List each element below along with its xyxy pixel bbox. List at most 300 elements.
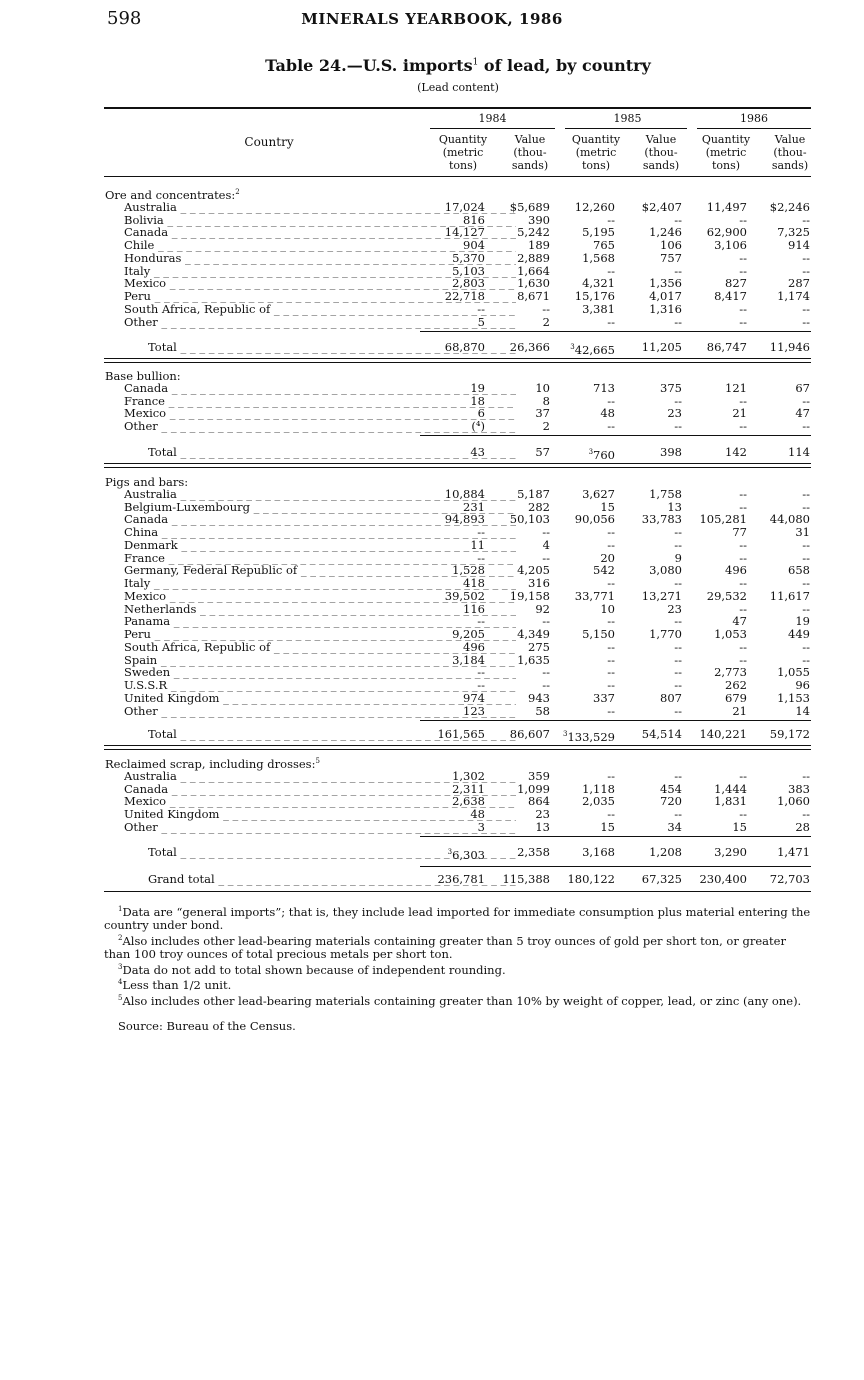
cell-value: 10	[600, 601, 615, 616]
quantity-header-1986	[691, 133, 761, 172]
cell-value: 121	[725, 380, 747, 395]
value-cell	[480, 873, 550, 886]
value-cell	[612, 654, 682, 667]
cell-value: --	[739, 550, 747, 565]
value-cell	[677, 539, 747, 552]
value-cell	[677, 290, 747, 303]
cell-value: --	[607, 807, 615, 821]
cell-value: --	[802, 393, 810, 408]
cell-value: --	[477, 301, 485, 316]
total-row	[104, 445, 814, 462]
cell-value: 68,870	[444, 340, 485, 354]
cell-value: 5,370	[452, 250, 485, 265]
cell-value: 33,783	[641, 512, 682, 527]
row-label: Mexico _ _ _	[124, 277, 516, 290]
value-cell	[415, 316, 485, 329]
value-cell	[612, 341, 682, 354]
value-cell	[677, 488, 747, 501]
value-cell	[740, 488, 810, 501]
table-row	[104, 290, 814, 303]
cell-value: 1,099	[517, 781, 550, 796]
value-cell	[545, 641, 615, 654]
value-cell	[477, 819, 550, 834]
table-row	[104, 705, 814, 718]
cell-value: --	[802, 601, 810, 616]
cell-value: --	[802, 652, 810, 667]
row-label: Honduras _ _ _	[124, 252, 516, 265]
cell-value: 4,017	[649, 289, 682, 303]
cell-value: 90,056	[574, 512, 615, 527]
value-header-1985	[631, 133, 691, 172]
year-1985: 1985	[613, 112, 642, 125]
table-row	[104, 539, 814, 552]
table-row	[104, 654, 814, 667]
cell-value: --	[674, 807, 682, 821]
value-header-line: sands)	[511, 159, 549, 172]
value-cell	[545, 846, 615, 859]
footnote-ref: 5	[315, 757, 320, 766]
cell-value: 86,607	[509, 727, 550, 741]
cell-value: 33,771	[574, 588, 615, 603]
cell-value: --	[802, 301, 810, 316]
total-row	[104, 845, 814, 862]
cell-value: 5,242	[517, 225, 550, 240]
cell-value: 23	[535, 807, 550, 821]
cell-value: 542	[593, 563, 615, 578]
cell-value: --	[674, 652, 682, 667]
value-cell	[545, 628, 615, 641]
value-cell	[545, 821, 615, 834]
cell-value: --	[739, 652, 747, 667]
cell-value: 359	[528, 768, 550, 783]
section-label-text: Ore and concentrates:	[105, 188, 236, 202]
value-cell	[545, 201, 615, 214]
footnote-text: Data do not add to total shown because of independent rounding.	[122, 962, 506, 977]
cell-value: $2,407	[641, 199, 682, 214]
header-bottom-rule	[104, 176, 811, 177]
value-cell	[740, 446, 810, 459]
value-cell	[480, 728, 550, 741]
cell-value: 316	[528, 576, 550, 590]
cell-value: 50,103	[509, 512, 550, 527]
running-head: MINERALS YEARBOOK, 1986	[301, 10, 563, 28]
value-cell	[480, 539, 550, 552]
table-title	[0, 56, 864, 75]
value-cell	[545, 603, 615, 616]
cell-value: 398	[660, 445, 682, 459]
value-cell	[545, 513, 615, 526]
total-row	[104, 340, 814, 357]
cell-value: 10	[535, 380, 550, 395]
cell-value: --	[607, 652, 615, 667]
subtotal-rule	[420, 331, 811, 332]
cell-value: 67	[795, 380, 810, 395]
year-1984: 1984	[478, 112, 507, 125]
cell-value: --	[607, 263, 615, 278]
quantity-header-line: Quantity	[571, 133, 621, 146]
cell-value: 26,366	[509, 340, 550, 354]
cell-value: 31	[795, 525, 810, 539]
cell-value: 1,635	[517, 652, 550, 667]
table-row	[104, 628, 814, 641]
cell-value: 275	[528, 639, 550, 654]
value-cell	[480, 290, 550, 303]
cell-value: 54,514	[641, 727, 682, 741]
value-header-line: Value	[645, 133, 677, 146]
cell-value: 105,281	[699, 512, 747, 527]
value-cell	[480, 341, 550, 354]
value-cell	[740, 201, 810, 214]
quantity-header-line: (metric	[442, 146, 484, 159]
value-cell	[480, 513, 550, 526]
footnote-2	[104, 932, 811, 961]
cell-value: 757	[660, 250, 682, 265]
value-cell	[545, 303, 615, 316]
row-label: Australia _ _ _	[124, 201, 516, 214]
cell-value: 3,168	[582, 845, 615, 859]
cell-value: 42,665	[574, 342, 615, 357]
value-cell	[612, 692, 682, 705]
cell-value: --	[674, 212, 682, 227]
cell-value: --	[542, 550, 550, 565]
cell-value: 1,302	[452, 768, 485, 783]
cell-value: 14,127	[444, 225, 485, 240]
cell-value: --	[739, 601, 747, 616]
cell-value: 3	[477, 819, 485, 834]
cell-value: 3,184	[452, 652, 485, 667]
cell-value: --	[477, 678, 485, 692]
cell-value: 2	[542, 419, 550, 433]
cell-value: --	[674, 419, 682, 433]
value-cell	[545, 341, 615, 357]
cell-value: 19	[470, 380, 485, 395]
cell-value: 8	[542, 393, 550, 408]
value-cell	[612, 446, 682, 459]
value-cell	[545, 382, 615, 395]
row-label: Other _ _ _	[124, 821, 516, 834]
cell-value: 5	[477, 314, 485, 329]
quantity-header-1985	[561, 133, 631, 172]
cell-value: 3,290	[714, 845, 747, 859]
footnote-4	[104, 976, 811, 992]
cell-value: 47	[795, 406, 810, 421]
value-cell	[480, 446, 550, 459]
cell-value: 11,946	[769, 340, 810, 354]
cell-value: 13	[535, 819, 550, 834]
value-cell	[545, 446, 615, 462]
row-label: Other _ _ _	[124, 705, 516, 718]
cell-value: 44,080	[769, 512, 810, 527]
cell-value: 116	[463, 601, 485, 616]
year-1986: 1986	[740, 112, 768, 125]
cell-value: 1,118	[582, 781, 615, 796]
quantity-header-line: Quantity	[438, 133, 488, 146]
table-row	[104, 420, 814, 433]
row-label: Total _ _ _	[148, 728, 516, 741]
footnote-ref: 3	[588, 448, 594, 456]
value-cell	[545, 526, 615, 539]
table-row	[104, 513, 814, 526]
cell-value: --	[739, 212, 747, 227]
table-row	[104, 303, 814, 316]
table-row	[104, 226, 814, 239]
cell-value: 15,176	[574, 289, 615, 303]
cell-value: --	[477, 665, 485, 680]
cell-value: --	[607, 665, 615, 680]
value-cell	[415, 303, 485, 316]
cell-value: 39,502	[444, 588, 485, 603]
cell-value: 94,893	[444, 512, 485, 527]
value-cell	[740, 846, 810, 859]
cell-value: $5,689	[509, 199, 550, 214]
value-cell	[677, 728, 747, 741]
row-label: Canada _ _ _	[124, 382, 516, 395]
table-title-footnote-ref: 1	[472, 57, 479, 68]
value-cell	[480, 705, 550, 718]
value-cell	[677, 821, 747, 834]
cell-value: --	[802, 499, 810, 514]
cell-value: --	[674, 665, 682, 680]
cell-value: 1,208	[649, 845, 682, 859]
value-cell	[677, 303, 747, 316]
cell-value: 43	[470, 445, 485, 459]
cell-value: 337	[593, 690, 615, 705]
footnote-3	[104, 961, 811, 977]
cell-value: 262	[725, 678, 747, 692]
cell-value: 11,617	[769, 588, 810, 603]
section-label-text: Base bullion:	[105, 369, 181, 383]
value-cell	[415, 705, 485, 718]
cell-value: 3,080	[649, 563, 682, 578]
table-row	[104, 808, 814, 821]
value-cell	[477, 314, 550, 329]
value-cell	[677, 382, 747, 395]
value-cell	[740, 821, 810, 834]
cell-value: --	[802, 768, 810, 783]
table-top-rule	[104, 107, 811, 109]
quantity-header-line: tons)	[448, 159, 478, 172]
row-label: Mexico _ _ _	[124, 407, 516, 420]
cell-value: 15	[600, 499, 615, 514]
cell-value: 15	[732, 819, 747, 834]
footnote-number: 4	[118, 978, 123, 987]
row-label: United Kingdom _ _ _	[124, 692, 516, 705]
section-label-text: Pigs and bars:	[105, 475, 189, 489]
value-cell	[740, 705, 810, 718]
value-cell	[677, 201, 747, 214]
year-rule-1984	[430, 128, 555, 129]
value-cell	[677, 420, 747, 433]
cell-value: --	[674, 525, 682, 539]
row-label: Belgium-Luxembourg _ _ _	[124, 501, 516, 514]
cell-value: 20	[600, 550, 615, 565]
cell-value: --	[802, 419, 810, 433]
cell-value: 1,770	[649, 627, 682, 641]
value-cell	[740, 590, 810, 603]
value-cell	[612, 666, 682, 679]
value-cell	[612, 513, 682, 526]
subtotal-rule	[420, 435, 811, 436]
cell-value: 449	[788, 627, 810, 641]
value-cell	[612, 201, 682, 214]
value-header-line: (thou-	[513, 146, 547, 159]
table-row	[104, 692, 814, 705]
cell-value: 282	[528, 499, 550, 514]
quantity-header-line: tons)	[581, 159, 611, 172]
value-cell	[740, 728, 810, 741]
cell-value: 1,356	[649, 276, 682, 291]
value-cell	[415, 654, 485, 667]
cell-value: --	[674, 614, 682, 629]
footnote-text: Less than 1/2 unit.	[122, 978, 232, 993]
value-cell	[612, 705, 682, 718]
value-cell	[545, 795, 615, 808]
value-cell	[740, 341, 810, 354]
value-cell	[677, 590, 747, 603]
value-cell	[677, 316, 747, 329]
cell-value: 86,747	[706, 340, 747, 354]
value-header-1986	[761, 133, 819, 172]
cell-value: 375	[660, 380, 682, 395]
cell-value: 1,630	[517, 276, 550, 291]
value-cell	[612, 407, 682, 420]
value-cell	[545, 654, 615, 667]
table-row	[104, 395, 814, 408]
section-label-text: Reclaimed scrap, including drosses:	[105, 757, 316, 771]
year-rule-1986	[697, 128, 811, 129]
row-label: Grand total _ _ _	[148, 873, 516, 886]
value-cell	[740, 239, 810, 252]
cell-value: --	[739, 639, 747, 654]
value-cell	[677, 628, 747, 641]
cell-value: 19,158	[509, 588, 550, 603]
value-cell	[612, 821, 682, 834]
value-cell	[612, 873, 682, 886]
cell-value: --	[607, 576, 615, 590]
row-label: Peru _ _ _	[124, 290, 516, 303]
cell-value: $2,246	[769, 199, 810, 214]
footnote-number: 3	[118, 962, 123, 971]
value-cell	[677, 641, 747, 654]
value-cell	[542, 419, 615, 433]
value-cell	[415, 666, 485, 679]
value-cell	[612, 252, 682, 265]
footnote-text: Also includes other lead-bearing materials containing greater than 10% by weight of copper, lead, or zinc (any one).	[122, 994, 802, 1009]
cell-value: 133,529	[567, 729, 615, 744]
value-cell	[740, 316, 810, 329]
table-row	[104, 407, 814, 420]
cell-value: 106	[660, 238, 682, 252]
cell-value: --	[607, 614, 615, 629]
cell-value: 57	[535, 445, 550, 459]
cell-value: 4,321	[582, 276, 615, 291]
cell-value: --	[739, 486, 747, 501]
value-cell	[677, 341, 747, 354]
row-label: Chile _ _ _	[124, 239, 516, 252]
value-cell	[480, 303, 550, 316]
row-label: France _ _ _	[124, 395, 516, 408]
cell-value: 679	[725, 690, 747, 705]
row-label: Germany, Federal Republic of _ _ _	[124, 564, 516, 577]
value-cell	[545, 564, 615, 577]
quantity-header-1984	[428, 133, 498, 172]
cell-value: 454	[660, 781, 682, 796]
cell-value: --	[542, 614, 550, 629]
cell-value: 383	[788, 781, 810, 796]
cell-value: 123	[463, 703, 485, 718]
value-cell	[415, 513, 485, 526]
value-cell	[612, 795, 682, 808]
value-cell	[415, 821, 485, 834]
cell-value: --	[739, 314, 747, 329]
row-label: France _ _ _	[124, 552, 516, 565]
cell-value: 2	[542, 314, 550, 329]
cell-value: 11,205	[641, 340, 682, 354]
cell-value: 1,174	[777, 289, 810, 303]
value-cell	[415, 395, 485, 408]
footnotes	[104, 903, 811, 1033]
cell-value: 5,103	[452, 263, 485, 278]
value-cell	[740, 420, 810, 433]
value-header-1984	[500, 133, 560, 172]
row-label: South Africa, Republic of _ _ _	[124, 641, 516, 654]
cell-value: 231	[463, 499, 485, 514]
value-cell	[542, 314, 615, 329]
cell-value: --	[739, 393, 747, 408]
value-cell	[740, 382, 810, 395]
cell-value: --	[674, 537, 682, 552]
cell-value: 142	[725, 445, 747, 459]
value-cell	[545, 252, 615, 265]
value-cell	[740, 641, 810, 654]
value-cell	[677, 705, 747, 718]
cell-value: --	[802, 537, 810, 552]
cell-value: --	[542, 665, 550, 680]
value-header-line: Value	[514, 133, 546, 146]
cell-value: 21	[732, 703, 747, 718]
cell-value: --	[607, 419, 615, 433]
value-cell	[740, 539, 810, 552]
table-row	[104, 679, 814, 692]
cell-value: --	[739, 537, 747, 552]
cell-value: 4,205	[517, 563, 550, 578]
cell-value: 760	[593, 447, 615, 462]
value-header-line: (thou-	[773, 146, 807, 159]
cell-value: 1,246	[649, 225, 682, 240]
cell-value: 287	[788, 276, 810, 291]
cell-value: 2,773	[714, 665, 747, 680]
footnote-text: Also includes other lead-bearing materials containing greater than 5 troy ounces of gold per short ton, or greater than 100 troy ounces of total precious metals per short ton.	[104, 933, 786, 961]
cell-value: --	[802, 807, 810, 821]
cell-value: --	[674, 703, 682, 718]
cell-value: --	[542, 301, 550, 316]
country-column-header: Country	[244, 135, 294, 149]
row-label: United Kingdom _ _ _	[124, 808, 516, 821]
value-cell	[612, 728, 682, 741]
row-label: Mexico _ _ _	[124, 590, 516, 603]
cell-value: --	[674, 576, 682, 590]
cell-value: 9,205	[452, 627, 485, 641]
cell-value: --	[739, 250, 747, 265]
row-label: Mexico _ _ _	[124, 795, 516, 808]
footnote-ref: 2	[235, 188, 240, 197]
table-subtitle: (Lead content)	[417, 81, 499, 94]
cell-value: 77	[732, 525, 747, 539]
cell-value: --	[607, 768, 615, 783]
cell-value: 96	[795, 678, 810, 692]
cell-value: --	[802, 486, 810, 501]
cell-value: 1,471	[777, 845, 810, 859]
